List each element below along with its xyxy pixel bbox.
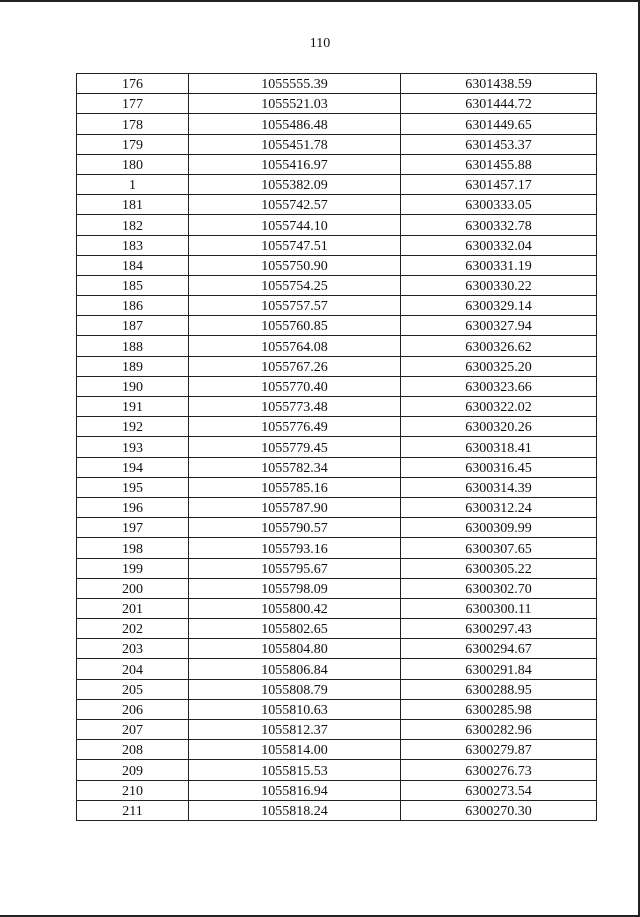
table-row <box>77 477 597 497</box>
y-coordinate-cell: 6300309.99 <box>401 518 597 538</box>
point-number-cell: 203 <box>77 639 189 659</box>
table-row <box>77 94 597 114</box>
table-row <box>77 437 597 457</box>
x-coordinate-cell: 1055795.67 <box>189 558 401 578</box>
x-coordinate-cell: 1055555.39 <box>189 74 401 94</box>
point-number-cell: 184 <box>77 255 189 275</box>
y-coordinate-cell: 6300326.62 <box>401 336 597 356</box>
x-coordinate-cell: 1055757.57 <box>189 296 401 316</box>
y-coordinate-cell: 6300332.04 <box>401 235 597 255</box>
point-number-cell: 190 <box>77 376 189 396</box>
page-border-top <box>0 0 640 2</box>
y-coordinate-cell: 6300270.30 <box>401 800 597 820</box>
table-row <box>77 154 597 174</box>
x-coordinate-cell: 1055416.97 <box>189 154 401 174</box>
point-number-cell: 182 <box>77 215 189 235</box>
x-coordinate-cell: 1055747.51 <box>189 235 401 255</box>
point-number-cell: 177 <box>77 94 189 114</box>
y-coordinate-cell: 6301444.72 <box>401 94 597 114</box>
y-coordinate-cell: 6300318.41 <box>401 437 597 457</box>
x-coordinate-cell: 1055754.25 <box>189 275 401 295</box>
x-coordinate-cell: 1055785.16 <box>189 477 401 497</box>
y-coordinate-cell: 6300316.45 <box>401 457 597 477</box>
table-row <box>77 740 597 760</box>
point-number-cell: 200 <box>77 578 189 598</box>
table-row <box>77 417 597 437</box>
table-row <box>77 215 597 235</box>
table-row <box>77 578 597 598</box>
table-row <box>77 255 597 275</box>
table-row <box>77 457 597 477</box>
point-number-cell: 194 <box>77 457 189 477</box>
y-coordinate-cell: 6300307.65 <box>401 538 597 558</box>
table-row <box>77 134 597 154</box>
y-coordinate-cell: 6300305.22 <box>401 558 597 578</box>
x-coordinate-cell: 1055742.57 <box>189 195 401 215</box>
x-coordinate-cell: 1055812.37 <box>189 720 401 740</box>
point-number-cell: 193 <box>77 437 189 457</box>
table-row <box>77 376 597 396</box>
y-coordinate-cell: 6300325.20 <box>401 356 597 376</box>
x-coordinate-cell: 1055770.40 <box>189 376 401 396</box>
y-coordinate-cell: 6300327.94 <box>401 316 597 336</box>
y-coordinate-cell: 6300332.78 <box>401 215 597 235</box>
y-coordinate-cell: 6300314.39 <box>401 477 597 497</box>
point-number-cell: 208 <box>77 740 189 760</box>
x-coordinate-cell: 1055804.80 <box>189 639 401 659</box>
point-number-cell: 201 <box>77 598 189 618</box>
y-coordinate-cell: 6300285.98 <box>401 699 597 719</box>
y-coordinate-cell: 6300276.73 <box>401 760 597 780</box>
table-row <box>77 316 597 336</box>
table-row <box>77 195 597 215</box>
table-row <box>77 397 597 417</box>
point-number-cell: 183 <box>77 235 189 255</box>
point-number-cell: 198 <box>77 538 189 558</box>
table-row <box>77 518 597 538</box>
x-coordinate-cell: 1055767.26 <box>189 356 401 376</box>
point-number-cell: 179 <box>77 134 189 154</box>
table-row <box>77 720 597 740</box>
point-number-cell: 195 <box>77 477 189 497</box>
x-coordinate-cell: 1055816.94 <box>189 780 401 800</box>
x-coordinate-cell: 1055802.65 <box>189 619 401 639</box>
y-coordinate-cell: 6300300.11 <box>401 598 597 618</box>
table-row <box>77 699 597 719</box>
table-row <box>77 639 597 659</box>
y-coordinate-cell: 6300323.66 <box>401 376 597 396</box>
point-number-cell: 186 <box>77 296 189 316</box>
y-coordinate-cell: 6300312.24 <box>401 497 597 517</box>
point-number-cell: 210 <box>77 780 189 800</box>
x-coordinate-cell: 1055815.53 <box>189 760 401 780</box>
y-coordinate-cell: 6300273.54 <box>401 780 597 800</box>
y-coordinate-cell: 6300297.43 <box>401 619 597 639</box>
table-row <box>77 497 597 517</box>
point-number-cell: 185 <box>77 275 189 295</box>
x-coordinate-cell: 1055382.09 <box>189 174 401 194</box>
x-coordinate-cell: 1055744.10 <box>189 215 401 235</box>
y-coordinate-cell: 6301455.88 <box>401 154 597 174</box>
point-number-cell: 211 <box>77 800 189 820</box>
table-row <box>77 114 597 134</box>
table-row <box>77 174 597 194</box>
y-coordinate-cell: 6300288.95 <box>401 679 597 699</box>
table-row <box>77 356 597 376</box>
x-coordinate-cell: 1055800.42 <box>189 598 401 618</box>
x-coordinate-cell: 1055790.57 <box>189 518 401 538</box>
x-coordinate-cell: 1055818.24 <box>189 800 401 820</box>
table-row <box>77 619 597 639</box>
x-coordinate-cell: 1055750.90 <box>189 255 401 275</box>
point-number-cell: 204 <box>77 659 189 679</box>
y-coordinate-cell: 6300302.70 <box>401 578 597 598</box>
y-coordinate-cell: 6300294.67 <box>401 639 597 659</box>
x-coordinate-cell: 1055779.45 <box>189 437 401 457</box>
point-number-cell: 199 <box>77 558 189 578</box>
x-coordinate-cell: 1055451.78 <box>189 134 401 154</box>
table-row <box>77 336 597 356</box>
coordinate-table-body <box>77 74 597 821</box>
point-number-cell: 189 <box>77 356 189 376</box>
point-number-cell: 176 <box>77 74 189 94</box>
x-coordinate-cell: 1055776.49 <box>189 417 401 437</box>
x-coordinate-cell: 1055760.85 <box>189 316 401 336</box>
table-row <box>77 679 597 699</box>
table-row <box>77 235 597 255</box>
table-row <box>77 296 597 316</box>
x-coordinate-cell: 1055521.03 <box>189 94 401 114</box>
y-coordinate-cell: 6300333.05 <box>401 195 597 215</box>
y-coordinate-cell: 6300322.02 <box>401 397 597 417</box>
table-row <box>77 659 597 679</box>
point-number-cell: 1 <box>77 174 189 194</box>
x-coordinate-cell: 1055808.79 <box>189 679 401 699</box>
table-row <box>77 780 597 800</box>
x-coordinate-cell: 1055806.84 <box>189 659 401 679</box>
x-coordinate-cell: 1055773.48 <box>189 397 401 417</box>
table-row <box>77 558 597 578</box>
point-number-cell: 187 <box>77 316 189 336</box>
point-number-cell: 191 <box>77 397 189 417</box>
table-row <box>77 74 597 94</box>
table-row <box>77 800 597 820</box>
y-coordinate-cell: 6301453.37 <box>401 134 597 154</box>
y-coordinate-cell: 6301438.59 <box>401 74 597 94</box>
y-coordinate-cell: 6300330.22 <box>401 275 597 295</box>
point-number-cell: 197 <box>77 518 189 538</box>
x-coordinate-cell: 1055814.00 <box>189 740 401 760</box>
x-coordinate-cell: 1055787.90 <box>189 497 401 517</box>
x-coordinate-cell: 1055810.63 <box>189 699 401 719</box>
y-coordinate-cell: 6301457.17 <box>401 174 597 194</box>
x-coordinate-cell: 1055793.16 <box>189 538 401 558</box>
x-coordinate-cell: 1055782.34 <box>189 457 401 477</box>
x-coordinate-cell: 1055764.08 <box>189 336 401 356</box>
table-row <box>77 598 597 618</box>
point-number-cell: 207 <box>77 720 189 740</box>
x-coordinate-cell: 1055486.48 <box>189 114 401 134</box>
point-number-cell: 178 <box>77 114 189 134</box>
y-coordinate-cell: 6300279.87 <box>401 740 597 760</box>
point-number-cell: 181 <box>77 195 189 215</box>
y-coordinate-cell: 6300291.84 <box>401 659 597 679</box>
y-coordinate-cell: 6300282.96 <box>401 720 597 740</box>
x-coordinate-cell: 1055798.09 <box>189 578 401 598</box>
point-number-cell: 180 <box>77 154 189 174</box>
coordinate-table <box>76 73 597 821</box>
point-number-cell: 202 <box>77 619 189 639</box>
y-coordinate-cell: 6300331.19 <box>401 255 597 275</box>
y-coordinate-cell: 6300320.26 <box>401 417 597 437</box>
point-number-cell: 192 <box>77 417 189 437</box>
point-number-cell: 205 <box>77 679 189 699</box>
y-coordinate-cell: 6300329.14 <box>401 296 597 316</box>
point-number-cell: 206 <box>77 699 189 719</box>
point-number-cell: 188 <box>77 336 189 356</box>
point-number-cell: 196 <box>77 497 189 517</box>
table-row <box>77 760 597 780</box>
page-number: 110 <box>309 36 331 51</box>
y-coordinate-cell: 6301449.65 <box>401 114 597 134</box>
point-number-cell: 209 <box>77 760 189 780</box>
table-row <box>77 538 597 558</box>
table-row <box>77 275 597 295</box>
